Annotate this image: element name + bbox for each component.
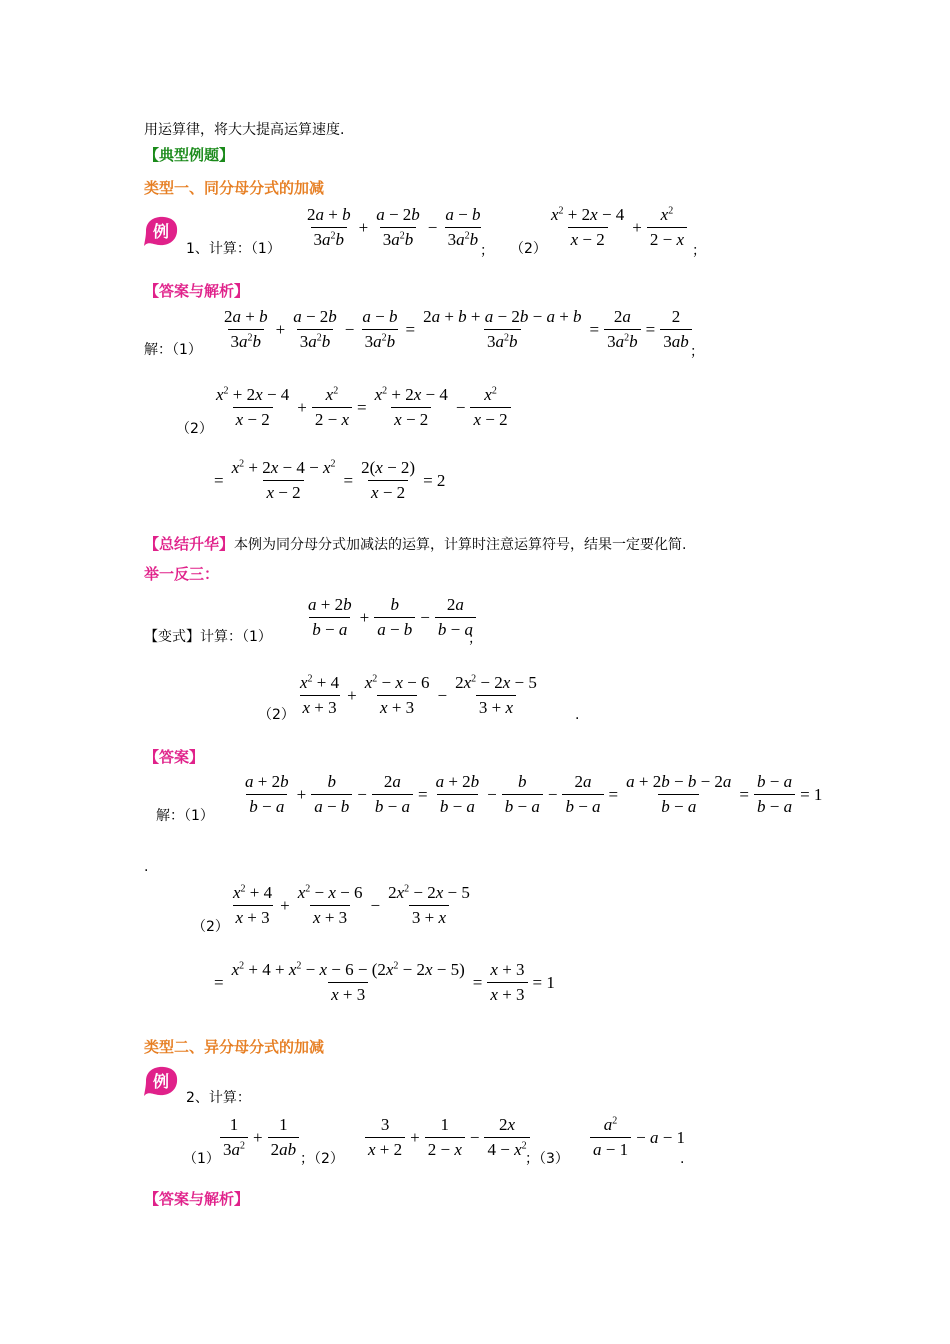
solution1-part2-line2: = $\frac{x^2 + 2x - 4 - x^2}{x - 2}$ = $\frac{2(x - 2)}{x - 2}$ = 2 [214,458,446,502]
example1-sep: ； [480,243,494,259]
example2-expr1: 1 $3a^2$ + $\frac{1}{2ab}$ [218,1115,301,1160]
type1-heading: 类型一、同分母分式的加减 [144,179,325,197]
example2-expr2: 3 x + 2 + $\frac{1}{2 - x}$ − $\frac{2x}{4 - x^2}$ [363,1115,532,1160]
example2-expr3: $a^2$ a − 1 − a − 1 [588,1115,688,1160]
example2-label: 2、计算： [186,1090,251,1106]
intro-text: 用运算律，将大大提高运算速度. [144,122,345,138]
answer-analysis-heading-2: 【答案与解析】 [144,1190,250,1208]
variant-end: ； [468,631,482,647]
example1-end: ； [692,243,706,259]
example2-p2: ；（2） [300,1151,344,1167]
solution2-label: 解：（1） [156,808,214,824]
variant-label: 【变式】计算：（1） [144,629,272,645]
example2-p3: ；（3） [525,1151,569,1167]
solution2-part2-line2: = $\frac{x^2 + 4 + x^2 - x - 6 - (2x^2 - 2x - 5)}{x + 3}$ = $\frac{x + 3}{x + 3}$ = 1 [214,960,555,1004]
summary-tag: 【总结升华】 [144,535,235,553]
variant-part2-label: （2） [258,707,295,723]
stray-dot: . [144,859,149,875]
solution2-part2-line1: $x^2 + 4$ x + 3 + $\frac{x^2 - x - 6}{x + 3}$ − $\frac{2x^2 - 2x - 5}{3 + x}$ [233,883,470,927]
svg-text:例: 例 [152,222,170,241]
summary-line [144,535,686,554]
svg-text:例: 例 [152,1072,170,1091]
example1-expr2: $x^2 + 2x - 4$ x − 2 + $\frac{x^2}{2 - x}$ [546,205,689,250]
solution1-expr: 2a + b $3a^2b$ + $\frac{a - 2b}{3a^2b}$ − $\frac{a - b}{3a^2b}$ = $\frac{2a + b + a - 2b - a + b}{3a^2b}$ = $\frac{2a}{3a^2b}$ = $\frac{2}{3ab}$ [219,307,694,352]
variant-expr2: $x^2 + 4$ x + 3 + $\frac{x^2 - x - 6}{x + 3}$ − $\frac{2x^2 - 2x - 5}{3 + x}$ [300,673,537,717]
solution1-label: 解：（1） [144,342,202,358]
summary-text: 本例为同分母分式加减法的运算，计算时注意运算符号，结果一定要化简. [234,537,687,553]
section-heading: 【典型例题】 [144,146,235,164]
solution1-end: ； [690,344,704,360]
variant-part2-end: . [575,707,580,723]
practice-heading: 举一反三： [144,565,220,583]
answer-analysis-heading: 【答案与解析】 [144,282,250,300]
variant-expr1: a + 2b b − a + $\frac{b}{a - b}$ − $\frac{2a}{b - a}$ [303,595,478,640]
example-badge-icon-2 [142,1064,180,1098]
solution1-part2-label: （2） [176,421,213,437]
type2-heading: 类型二、异分母分式的加减 [144,1038,325,1056]
solution1-part2-line1: $x^2 + 2x - 4$ x − 2 + $\frac{x^2}{2 - x}$ = $\frac{x^2 + 2x - 4}{x - 2}$ − $\frac{x^2}{x - 2}$ [211,385,513,430]
example1-label: 1、计算：（1） [186,241,281,257]
example-badge-icon [142,214,180,248]
example1-part2-label: （2） [510,241,547,257]
solution2-part2-label: （2） [192,919,229,935]
example2-end: . [680,1151,685,1167]
example1-expr1: 2a + b $3a^2b$ + $\frac{a - 2b}{3a^2b}$ − $\frac{a - b}{3a^2b}$ [307,205,481,249]
example2-p1: （1） [183,1151,220,1167]
answer-heading: 【答案】 [144,748,205,766]
solution2-expr1: a + 2b b − a + $\frac{b}{a - b}$ − $\frac{2a}{b - a}$ = $\frac{a + 2b}{b - a}$ − $\frac{b}{b - a}$ − $\frac{2a}{b - a}$ = $\frac{a + 2b - b - 2a}{b - a}$ = $\frac{b - a}{b - a}$ = 1 [245,772,823,816]
